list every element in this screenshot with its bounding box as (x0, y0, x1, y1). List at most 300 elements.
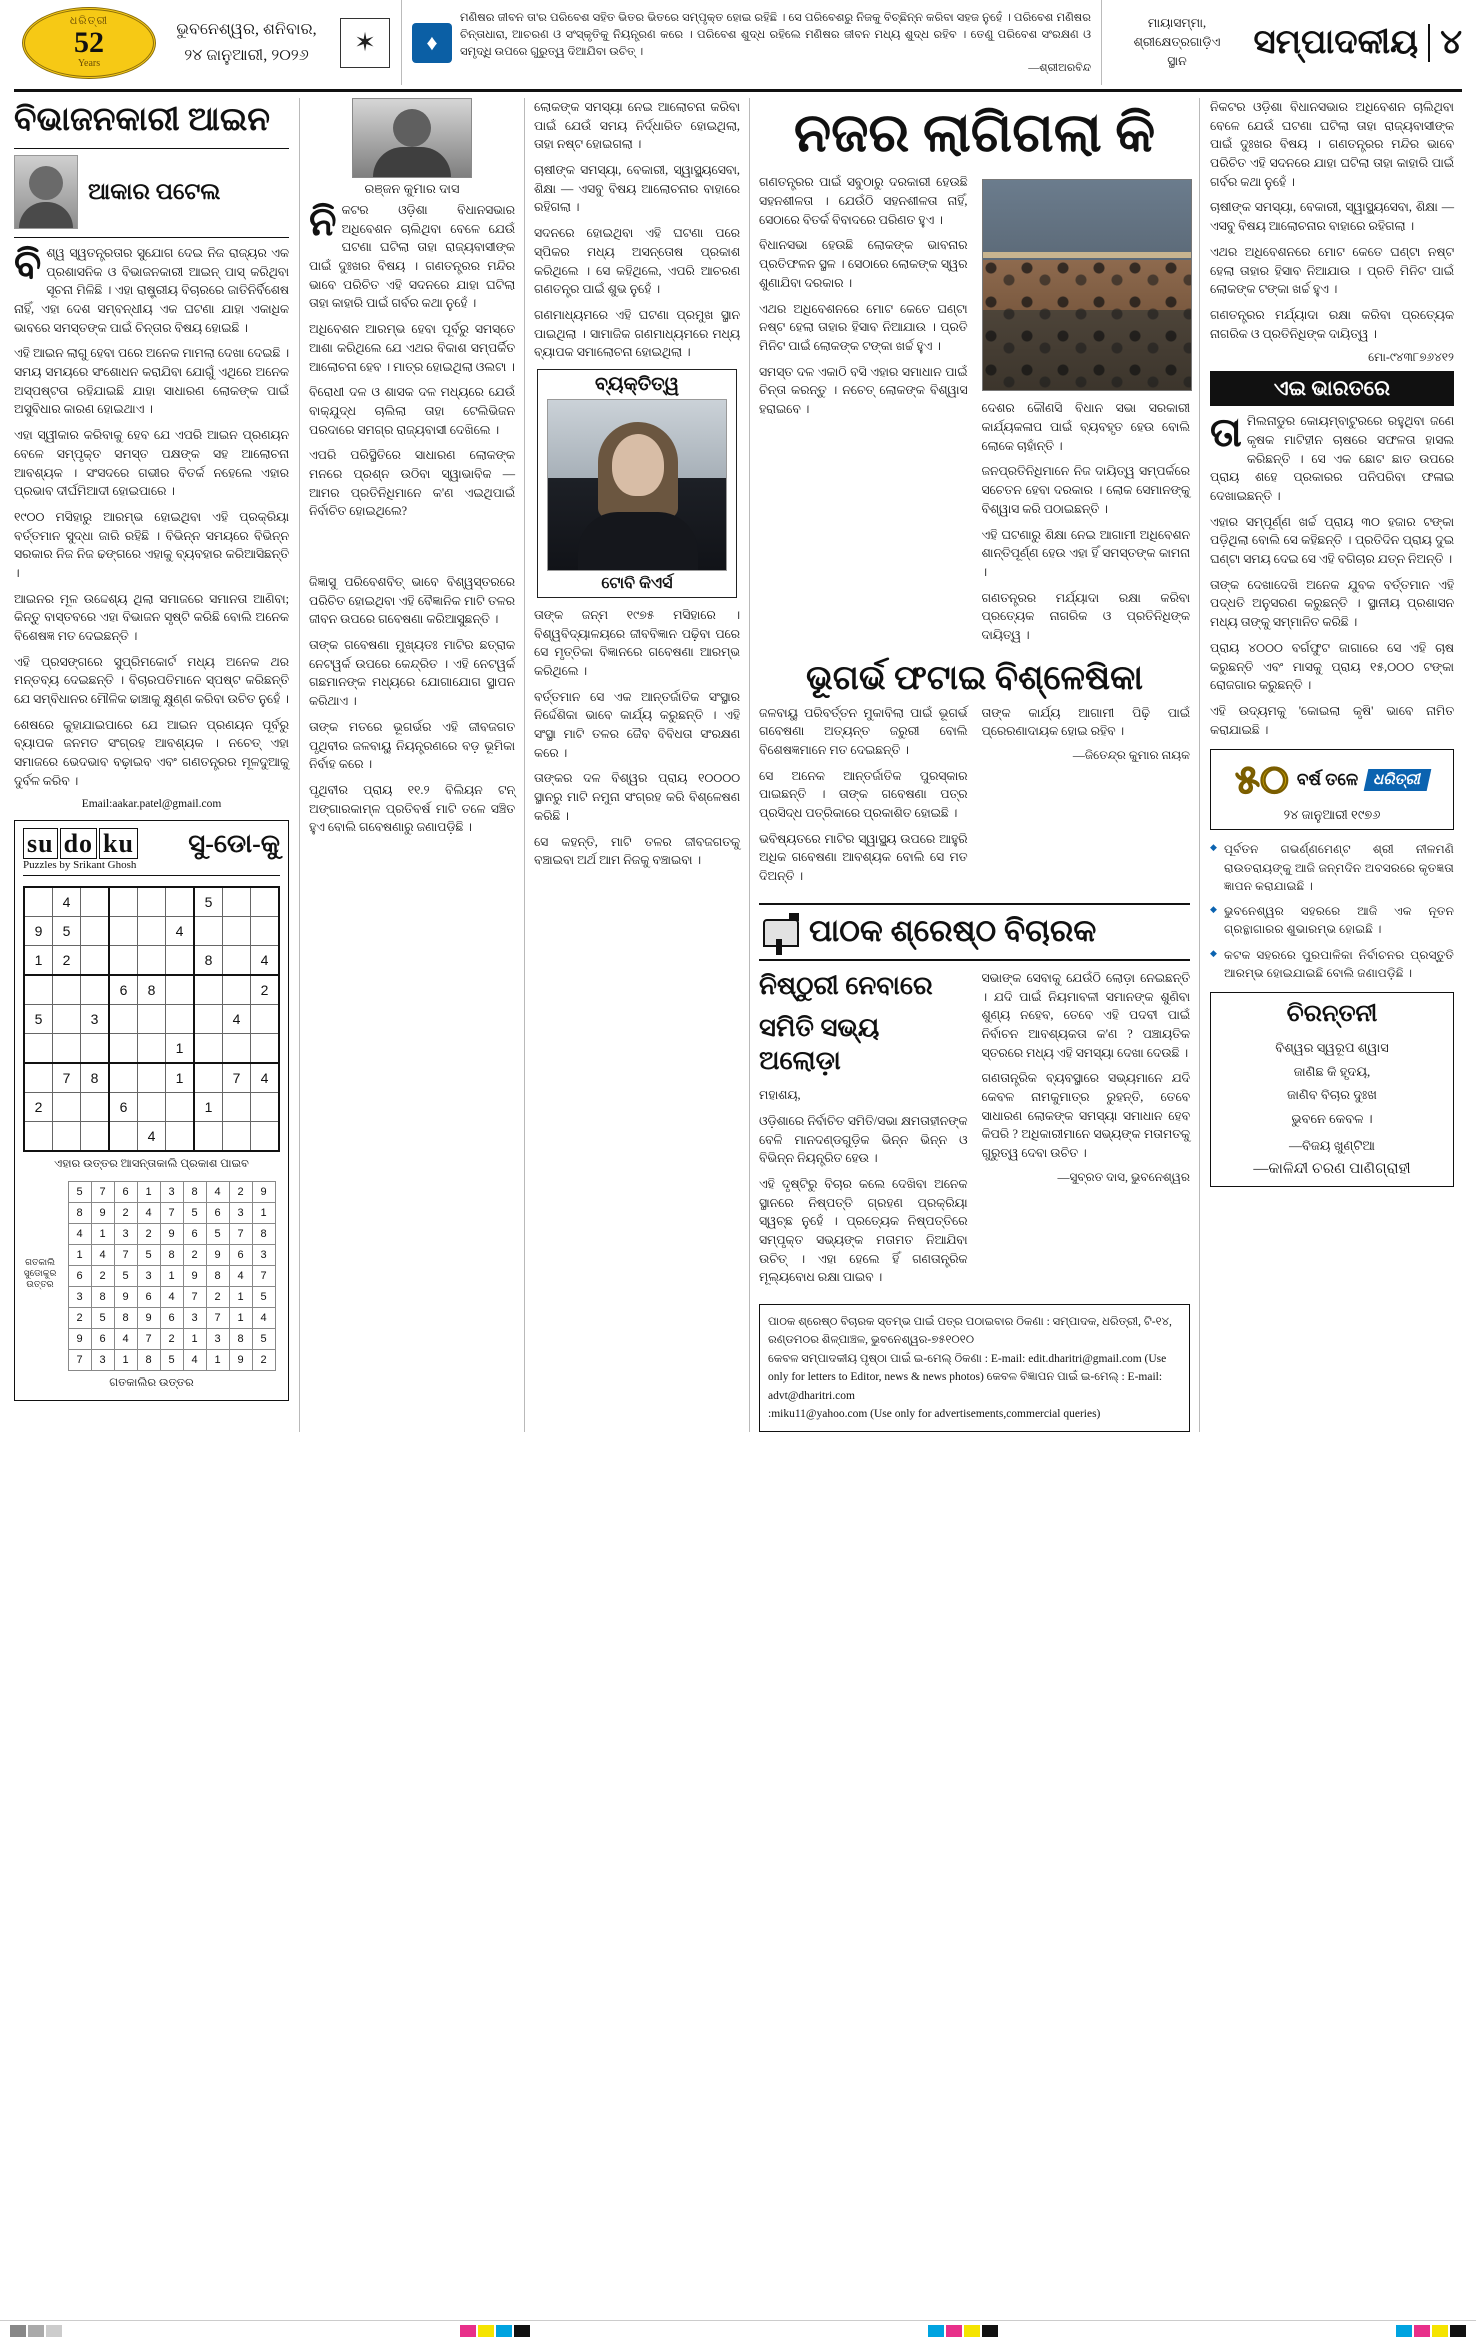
solution-cell: 2 (137, 1223, 160, 1244)
solution-cell: 6 (68, 1265, 91, 1286)
sudoku-cell[interactable] (138, 1033, 166, 1063)
solution-cell: 2 (229, 1181, 252, 1202)
sudoku-cell[interactable] (138, 1063, 166, 1093)
color-swatch (46, 2325, 62, 2337)
place-line-2: ୨୪ ଜାନୁଆରୀ, ୨୦୨୬ (184, 46, 309, 64)
sudoku-cell[interactable] (53, 1004, 81, 1033)
solution-cell: 2 (114, 1202, 137, 1223)
readers-section-header (759, 903, 1190, 961)
solution-cell: 8 (114, 1307, 137, 1328)
chirantani-box (1210, 992, 1454, 1187)
solution-cell: 1 (114, 1349, 137, 1370)
color-swatch (1414, 2325, 1430, 2337)
solution-row (68, 1349, 275, 1370)
paragraph: ଏପରି ପରିସ୍ଥିତିରେ ସାଧାରଣ ଲୋକଙ୍କ ମନରେ ପ୍ରଶ୍ନ ଉଠିବା ସ୍ୱାଭାବିକ — ଆମର ପ୍ରତିନିଧିମାନେ କ'ଣ ଏଇଥିପାଇଁ ନିର୍ବାଚିତ ହୋଇଥିଲେ? (309, 448, 515, 519)
solution-cell: 8 (229, 1328, 252, 1349)
paragraph: ଏହି ଦୃଷ୍ଟିରୁ ବିଚାର କଲେ ଦେଖିବା ଅନେକ ସ୍ଥାନରେ ନିଷ୍ପତ୍ତି ଗ୍ରହଣ ପ୍ରକ୍ରିୟା ସ୍ୱଚ୍ଛ ନୁହେଁ । ପ୍ରତ୍ୟେକ ନିଷ୍ପତ୍ତିରେ ସମ୍ପୃକ୍ତ ସଭ୍ୟଙ୍କ ମତାମତ ନିଆଯିବା ଉଚିତ୍ । ଏହା ହେଲେ ହିଁ ଗଣତାନ୍ତ୍ରିକ ମୂଲ୍ୟବୋଧ ରକ୍ଷା ପାଇବ । (759, 1176, 968, 1285)
sudoku-cell[interactable]: 5 (24, 1004, 53, 1033)
main-article-phone: ମୋ-୯୪୩୮୭୬୪୧୨ (1368, 350, 1454, 365)
paragraph: ଏଥର ଅଧିବେଶନରେ ମୋଟ କେତେ ଘଣ୍ଟା ନଷ୍ଟ ହେଲା ତାହାର ହିସାବ ନିଆଯାଉ । ପ୍ରତି ମିନିଟ ପାଇଁ ଲୋକଙ୍କ ଟଙ୍କା ଖର୍ଚ୍ଚ ହୁଏ । (1210, 244, 1454, 297)
color-swatch (10, 2325, 26, 2337)
divider (14, 237, 289, 238)
photo-seats (983, 260, 1192, 390)
left-article-byline (14, 155, 289, 229)
solution-cell: 8 (252, 1223, 275, 1244)
list-item: ◆ ଭୁବନେଶ୍ୱର ସହରରେ ଆଜି ଏକ ନୂତନ ଗ୍ରନ୍ଥାଗାରର ଶୁଭାରମ୍ଭ ହୋଇଛି । (1210, 902, 1454, 939)
sudoku-cell[interactable] (223, 1092, 251, 1121)
paragraph: ଜିଜ୍ଞାସୁ ପରିବେଶବିତ୍‌ ଭାବେ ବିଶ୍ୱସ୍ତରରେ ପରିଚିତ ହୋଇଥିବା ଏହି ବୈଜ୍ଞାନିକ ମାଟି ତଳର ଜୀବନ ଉପରେ ଗବେଷଣା କରିଆସୁଛନ୍ତି । (309, 575, 515, 627)
feature-credit: —ଜିତେନ୍ଦ୍ର କୁମାର ନାୟକ (1072, 748, 1190, 763)
paragraph: ଗଣତନ୍ତ୍ରର ମର୍ଯ୍ୟାଦା ରକ୍ଷା କରିବା ପ୍ରତ୍ୟେକ ନାଗରିକ ଓ ପ୍ରତିନିଧିଙ୍କ ଦାୟିତ୍ୱ । (981, 590, 1190, 642)
solution-cell: 3 (252, 1244, 275, 1265)
solution-cell: 1 (137, 1181, 160, 1202)
paragraph: ତାଙ୍କ ଗବେଷଣା ମୁଖ୍ୟତଃ ମାଟିର ଛତ୍ରାକ ନେଟୱର୍କ ଉପରେ କେନ୍ଦ୍ରିତ । ଏହି ନେଟୱର୍କ ଗଛମାନଙ୍କ ମଧ୍ୟରେ ଯୋଗାଯୋଗ ସ୍ଥାପନ କରିଥାଏ । (309, 638, 515, 709)
paragraph: ଗଣତନ୍ତ୍ରର ମର୍ଯ୍ୟାଦା ରକ୍ଷା କରିବା ପ୍ରତ୍ୟେକ ନାଗରିକ ଓ ପ୍ରତିନିଧିଙ୍କ ଦାୟିତ୍ୱ । (1210, 307, 1454, 341)
paragraph: ସେ ଅନେକ ଆନ୍ତର୍ଜାତିକ ପୁରସ୍କାର ପାଇଛନ୍ତି । ତାଙ୍କ ଗବେଷଣା ପତ୍ର ପ୍ରସିଦ୍ଧ ପତ୍ରିକାରେ ପ୍ରକାଶିତ ହୋଇଛି । (759, 768, 968, 821)
sudoku-cell[interactable]: 4 (223, 1004, 251, 1033)
sudoku-cell[interactable]: 7 (223, 1063, 251, 1093)
sudoku-solution-area (23, 1175, 280, 1373)
personality-portrait-box (537, 369, 737, 598)
main-article-author-block (309, 98, 515, 197)
quote-text: ମଣିଷର ଜୀବନ ତା'ର ପରିବେଶ ସହିତ ଭିତର ଭିତରେ ସମ୍ପୃକ୍ତ ହୋଇ ରହିଛି । ସେ ପରିବେଶରୁ ନିଜକୁ ବିଚ୍ଛିନ୍ନ କରିବା ସହଜ ନୁହେଁ । ପରିବେଶ ମଣିଷର ଚିନ୍ତାଧାରା, ଆଚରଣ ଓ ସଂସ୍କୃତିକୁ ନିୟନ୍ତ୍ରଣ କରେ । ପରିବେଶ ଶୁଦ୍ଧ ରହିଲେ ମଣିଷର ଜୀବନ ମଧ୍ୟ ଶୁଦ୍ଧ ରହିବ । ତେଣୁ ପରିବେଶ ସଂରକ୍ଷଣ ଓ ସମୃଦ୍ଧି ଉପରେ ଗୁରୁତ୍ୱ ଦିଆଯିବା ଉଚିତ୍ । (460, 12, 1091, 58)
paragraph: ଗଣତାନ୍ତ୍ରିକ ବ୍ୟବସ୍ଥାରେ ସଭ୍ୟମାନେ ଯଦି କେବଳ ନାମକୁମାତ୍ର ରୁହନ୍ତି, ତେବେ ସାଧାରଣ ଲୋକଙ୍କ ସମସ୍ୟା ସମାଧାନ ହେବ କିପରି ? ଅଧିକାରୀମାନେ ସଭ୍ୟଙ୍କ ମତାମତକୁ ଗୁରୁତ୍ୱ ଦେବା ଉଚିତ । (981, 1071, 1190, 1161)
solution-cell: 9 (160, 1223, 183, 1244)
solution-cell: 2 (160, 1328, 183, 1349)
sudoku-row (24, 1092, 279, 1121)
sudoku-cell[interactable] (24, 887, 53, 917)
sudoku-cell[interactable]: 1 (194, 1092, 223, 1121)
anniversary-brand: ଧରିତ୍ରୀ (1364, 769, 1432, 791)
sudoku-row (24, 1004, 279, 1033)
solution-cell: 3 (114, 1223, 137, 1244)
sudoku-cell[interactable]: 2 (53, 945, 81, 975)
solution-cell: 6 (183, 1223, 206, 1244)
sudoku-cell[interactable] (166, 887, 195, 917)
poem-line: ଜାଣିବ ବିଚାର ଦୁଃଖ (1287, 1087, 1377, 1103)
solution-cell: 9 (91, 1202, 114, 1223)
paragraph: ପୃଥିବୀର ପ୍ରାୟ ୧୧.୨ ବିଲିୟନ ଟନ୍ ଅଙ୍ଗାରକାମ୍ଳ ପ୍ରତିବର୍ଷ ମାଟି ତଳେ ସଞ୍ଚିତ ହୁଏ ବୋଲି ଗବେଷଣାରୁ ଜଣାପଡ଼ିଛି । (309, 782, 515, 835)
paragraph: ଲୋକଙ୍କ ସମସ୍ୟା ନେଇ ଆଲୋଚନା କରିବା ପାଇଁ ଯେଉଁ ସମୟ ନିର୍ଦ୍ଧାରିତ ହୋଇଥିଲା, ତାହା ନଷ୍ଟ ହୋଇଗଲା । (534, 100, 740, 152)
sudoku-cell[interactable] (81, 945, 110, 975)
list-item: ◆ ପୂର୍ବତନ ଗଭର୍ଣ୍ଣମେଣ୍ଟ ଶ୍ରୀ ନୀଳମଣି ରାଉତରାୟଙ୍କୁ ଆଜି ଜନ୍ମଦିନ ଅବସରରେ କୃତଜ୍ଞତା ଜ୍ଞାପନ କରାଯାଇଛି । (1210, 840, 1454, 895)
sudoku-cell[interactable]: 4 (166, 916, 195, 945)
paragraph: ଆଇନର ମୂଳ ଉଦ୍ଦେଶ୍ୟ ଥିଲା ସମାଜରେ ସମାନତା ଆଣିବା; କିନ୍ତୁ ବାସ୍ତବରେ ଏହା ବିଭାଜନ ସୃଷ୍ଟି କରିଛି ବୋଲି ଅନେକ ବିଶେଷଜ୍ଞ ମତ ଦେଇଛନ୍ତି । (14, 591, 289, 643)
column-right (1199, 98, 1454, 1432)
paragraph: ସମସ୍ତ ଦଳ ଏକାଠି ବସି ଏହାର ସମାଧାନ ପାଇଁ ଚିନ୍ତା କରନ୍ତୁ । ନଚେତ୍ ଲୋକଙ୍କ ବିଶ୍ୱାସ ହରାଇବେ । (759, 364, 968, 416)
footer-line-1: ପାଠକ ଶ୍ରେଷ୍ଠ ବିଚାରକ ସ୍ତମ୍ଭ ପାଇଁ ପତ୍ର ପଠାଇବାର ଠିକଣା : ସମ୍ପାଦକ, ଧରିତ୍ରୀ, ଟି-୧୪, ରଣ୍ଡମଠର ଶିଳ୍ପାଞ୍ଚଳ, ଭୁବନେଶ୍ୱର-୭୫୧୦୧୦ (768, 1316, 1172, 1347)
anniversary-text: ବର୍ଷ ତଳେ (1296, 769, 1359, 789)
portrait-face-shape (612, 434, 664, 496)
sudoku-cell[interactable] (223, 945, 251, 975)
sudoku-cell[interactable]: 6 (109, 1092, 138, 1121)
sudoku-cell[interactable]: 4 (251, 945, 280, 975)
solution-cell: 7 (160, 1202, 183, 1223)
sudoku-cell[interactable] (166, 1121, 195, 1151)
paragraph: ସଭାଙ୍କ ସେବାକୁ ଯେଉଁଠି ଲୋଡ଼ା ନେଇଛନ୍ତି । ଯଦି ପାଇଁ ନିୟମାବଳୀ ସମାନଙ୍କ ଶୁଣିବା ଶୁଣ୍ୟ ନହେବ, ତେବେ ଏହି ପଦବୀ ପାଇଁ ନିର୍ବାଚନ ଆବଶ୍ୟକତା କ'ଣ ? ପଞ୍ଚାୟତିକ ସ୍ତରରେ ମଧ୍ୟ ଏହି ସମସ୍ୟା ଦେଖା ଦେଉଛି । (981, 970, 1190, 1060)
sudoku-cell[interactable] (194, 1033, 223, 1063)
sudoku-cell[interactable]: 2 (24, 1092, 53, 1121)
nameplate-line-1: ମାୟାସମ୍ମା, (1147, 16, 1207, 31)
footer-line-2: କେବଳ ସମ୍ପାଦକୀୟ ପୃଷ୍ଠା ପାଇଁ ଇ-ମେଲ୍ ଠିକଣା : E-mail: edit.dharitri@gmail.com (Use only for letters to Editor, news & news photos) କେବଳ ବିଜ୍ଞାପନ ପାଇଁ ଇ-ମେଲ୍ : E-mail: advt@dharitri.com (768, 1352, 1167, 1402)
divider (14, 148, 289, 149)
place-line-1: ଭୁବନେଶ୍ୱର, ଶନିବାର, (176, 20, 317, 38)
solution-cell: 5 (68, 1181, 91, 1202)
paragraph: ଏହାର ସମ୍ପୂର୍ଣ୍ଣ ଖର୍ଚ୍ଚ ପ୍ରାୟ ୩୦ ହଜାର ଟଙ୍କା ପଡ଼ିଥିଲା ବୋଲି ସେ କହିଛନ୍ତି । ପ୍ରତିଦିନ ପ୍ରାୟ ଦୁଇ ଘଣ୍ଟା ସମୟ ଦେଇ ସେ ଏହି ବଗିଚାର ଯତ୍ନ ନିଅନ୍ତି । (1210, 514, 1454, 567)
sudoku-cell[interactable] (24, 1121, 53, 1151)
sudoku-cell[interactable]: 6 (109, 975, 138, 1005)
sudoku-cell[interactable] (24, 975, 53, 1005)
footer-line-3: :miku11@yahoo.com (Use only for advertisements,commercial queries) (768, 1408, 1101, 1421)
sudoku-cell[interactable] (251, 887, 280, 917)
sudoku-cell[interactable] (194, 1063, 223, 1093)
sudoku-cell[interactable] (109, 1063, 138, 1093)
paragraph: ପ୍ରାୟ ୪୦୦୦ ବର୍ଗଫୁଟ ଜାଗାରେ ସେ ଏହି ଚାଷ କରୁଛନ୍ତି ଏବଂ ମାସକୁ ପ୍ରାୟ ୧୫,୦୦୦ ଟଙ୍କା ରୋଜଗାର କରୁଛନ୍ତି । (1210, 640, 1454, 693)
section-title-group (1252, 0, 1462, 85)
solution-cell: 8 (137, 1349, 160, 1370)
solution-cell: 5 (137, 1244, 160, 1265)
solution-row (68, 1244, 275, 1265)
solution-cell: 6 (206, 1202, 229, 1223)
sudoku-cell[interactable] (109, 945, 138, 975)
main-article-headline: ନଜର ଲାଗିଗଲା କି (793, 103, 1156, 163)
anniversary-items (1210, 840, 1454, 982)
color-swatch (964, 2325, 980, 2337)
publication-place-date (164, 0, 329, 85)
sudoku-cell[interactable] (194, 975, 223, 1005)
sudoku-cell[interactable] (251, 916, 280, 945)
column-2 (299, 98, 524, 1432)
portrait-body-shape (578, 512, 698, 570)
badge-oval (22, 7, 156, 79)
paragraph: ଏହା ସ୍ୱୀକାର କରିବାକୁ ହେବ ଯେ ଏପରି ଆଇନ ପ୍ରଣୟନ ବେଳେ ସମ୍ପୃକ୍ତ ସମସ୍ତ ପକ୍ଷଙ୍କ ସହ ଆଲୋଚନା ଆବଶ୍ୟକ । ସଂସଦରେ ଗଭୀର ବିତର୍କ ନହେଲେ ଏହାର ପ୍ରଭାବ ଦୀର୍ଘମିଆଦୀ ହୋଇପାରେ । (14, 428, 289, 499)
sudoku-cell[interactable] (81, 975, 110, 1005)
sudoku-row (24, 1121, 279, 1151)
sudoku-cell[interactable]: 4 (251, 1063, 280, 1093)
solution-row (68, 1181, 275, 1202)
solution-cell: 4 (183, 1349, 206, 1370)
sudoku-header (23, 829, 280, 876)
badge-years-label: Years (77, 57, 101, 69)
solution-row (68, 1328, 275, 1349)
sudoku-cell[interactable] (109, 1033, 138, 1063)
solution-cell: 8 (206, 1265, 229, 1286)
anniversary-number: ୫୦ (1234, 757, 1289, 803)
sudoku-solution-side-label: ଗତକାଲି ସୁଡୋକୁର ଉତ୍ତର (23, 1256, 57, 1290)
feature-headline-part (309, 529, 515, 567)
solution-cell: 2 (91, 1265, 114, 1286)
solution-cell: 2 (183, 1244, 206, 1265)
sudoku-cell[interactable] (81, 1092, 110, 1121)
sudoku-cell[interactable] (138, 916, 166, 945)
solution-cell: 1 (252, 1202, 275, 1223)
author-name: ଆକାର ପଟେଲ (88, 178, 221, 204)
solution-cell: 6 (160, 1307, 183, 1328)
solution-cell: 4 (114, 1328, 137, 1349)
nameplate-line-3: ସ୍ଥାନ (1167, 53, 1187, 68)
sudoku-cell[interactable] (138, 887, 166, 917)
solution-row (68, 1265, 275, 1286)
sudoku-row (24, 916, 279, 945)
sudoku-cell[interactable]: 7 (53, 1063, 81, 1093)
color-swatch (1432, 2325, 1448, 2337)
solution-cell: 6 (137, 1286, 160, 1307)
paragraph: ଏହି ଉଦ୍ୟମକୁ 'କୋଇଲା କୃଷି' ଭାବେ ନାମିତ କରାଯାଇଛି । (1210, 703, 1454, 737)
sudoku-cell[interactable] (81, 1033, 110, 1063)
paragraph: ଜଳବାୟୁ ପରିବର୍ତ୍ତନ ମୁକାବିଲା ପାଇଁ ଭୂଗର୍ଭ ଗବେଷଣା ଅତ୍ୟନ୍ତ ଜରୁରୀ ବୋଲି ବିଶେଷଜ୍ଞମାନେ ମତ ଦେଇଛନ୍ତି । (759, 705, 968, 758)
sudoku-cell[interactable]: 5 (194, 887, 223, 917)
sudoku-cell[interactable] (223, 887, 251, 917)
solution-cell: 5 (183, 1202, 206, 1223)
paragraph: ସେ କହନ୍ତି, ମାଟି ତଳର ଜୀବଜଗତକୁ ବଞ୍ଚାଇବା ଅର୍ଥ ଆମ ନିଜକୁ ବଞ୍ଚାଇବା । (534, 834, 740, 868)
solution-cell: 7 (114, 1244, 137, 1265)
sudoku-cell[interactable] (53, 1092, 81, 1121)
anniversary-badge (14, 0, 164, 85)
sudoku-row (24, 1033, 279, 1063)
sudoku-cell[interactable] (109, 887, 138, 917)
paragraph: ଜନପ୍ରତିନିଧିମାନେ ନିଜ ଦାୟିତ୍ୱ ସମ୍ପର୍କରେ ସଚେତନ ହେବା ଦରକାର । ଲୋକ ସେମାନଙ୍କୁ ବିଶ୍ୱାସ କରି ପଠାଇଛନ୍ତି । (981, 464, 1190, 516)
sudoku-cell[interactable] (223, 916, 251, 945)
solution-cell: 4 (68, 1223, 91, 1244)
poem-author: —ବିଜୟ ଖୁଣ୍ଟିଆ (1289, 1137, 1375, 1153)
paragraph: ନିକଟର ଓଡ଼ିଶା ବିଧାନସଭାର ଅଧିବେଶନ ଚାଲିଥିବା ବେଳେ ଯେଉଁ ଘଟଣା ଘଟିଲା ତାହା ରାଜ୍ୟବାସୀଙ୍କ ପାଇଁ ଦୁଃଖର ବିଷୟ । ଗଣତନ୍ତ୍ରର ମନ୍ଦିର ଭାବେ ପରିଚିତ ଏହି ସଦନରେ ଯାହା ଘଟିଲା ତାହା କାହାରି ପାଇଁ ଗର୍ବର କଥା ନୁହେଁ । (1210, 100, 1454, 189)
solution-cell: 4 (252, 1307, 275, 1328)
solution-cell: 7 (183, 1286, 206, 1307)
sudoku-cell[interactable] (251, 1121, 280, 1151)
paragraph: ଓଡ଼ିଶାରେ ନିର୍ବାଚିତ ସମିତି/ସଭା କ୍ଷମତାହୀନଙ୍କ ବେଳି ମାନଦଣ୍ଡଗୁଡ଼ିକ ଭିନ୍ନ ଭିନ୍ନ ଓ ବିଭିନ୍ନ ନିୟନ୍ତ୍ରିତ ହେଉ । (759, 1113, 968, 1166)
sudoku-row (24, 887, 279, 917)
sudoku-credit: Puzzles by Srikant Ghosh (23, 858, 137, 871)
sudoku-row (24, 945, 279, 975)
solution-cell: 6 (229, 1244, 252, 1265)
sudoku-cell[interactable] (53, 1121, 81, 1151)
color-swatch (982, 2325, 998, 2337)
author-photo (14, 155, 78, 229)
solution-cell: 3 (137, 1265, 160, 1286)
sudoku-cell[interactable]: 3 (81, 1004, 110, 1033)
color-swatch (478, 2325, 494, 2337)
solution-cell: 3 (183, 1307, 206, 1328)
author-name: ରଞ୍ଜନ କୁମାର ଦାସ (364, 181, 460, 196)
solution-cell: 9 (229, 1349, 252, 1370)
mailbox-flag-shape (789, 913, 799, 921)
sudoku-cell[interactable] (194, 1004, 223, 1033)
sudoku-cell[interactable]: 4 (138, 1121, 166, 1151)
sudoku-cell[interactable] (166, 975, 195, 1005)
solution-row (68, 1286, 275, 1307)
paragraph: ବିଧାନସଭା ହେଉଛି ଲୋକଙ୍କ ଭାବନାର ପ୍ରତିଫଳନ ସ୍ଥଳ । ସେଠାରେ ଲୋକଙ୍କ ସ୍ୱର ଶୁଣାଯିବା ଦରକାର । (759, 238, 968, 290)
solution-cell: 3 (160, 1181, 183, 1202)
solution-cell: 1 (229, 1286, 252, 1307)
solution-cell: 6 (114, 1181, 137, 1202)
paragraph: ସଦନରେ ହୋଇଥିବା ଏହି ଘଟଣା ପରେ ସ୍ପିକର ମଧ୍ୟ ଅସନ୍ତୋଷ ପ୍ରକାଶ କରିଥିଲେ । ସେ କହିଥିଲେ, ଏପରି ଆଚରଣ ଗଣତନ୍ତ୍ର ପାଇଁ ଶୁଭ ନୁହେଁ । (534, 226, 740, 297)
solution-row (68, 1202, 275, 1223)
solution-cell: 4 (229, 1265, 252, 1286)
solution-cell: 7 (206, 1307, 229, 1328)
anniversary-date: ୨୪ ଜାନୁଆରୀ ୧୯୭୬ (1283, 807, 1381, 823)
paragraph: ଚାଷୀଙ୍କ ସମସ୍ୟା, ବେକାରୀ, ସ୍ୱାସ୍ଥ୍ୟସେବା, ଶିକ୍ଷା — ଏସବୁ ବିଷୟ ଆଲୋଚନାର ବାହାରେ ରହିଗଲା । (1210, 200, 1454, 234)
solution-cell: 9 (68, 1328, 91, 1349)
sudoku-solution-grid (68, 1181, 276, 1371)
paragraph: ବିଶ୍ୱ ସ୍ୱତନ୍ତ୍ରତାର ସୁଯୋଗ ଦେଇ ନିଜ ରାଜ୍ୟର ଏକ ପ୍ରଶାସନିକ ଓ ବିଭାଜନକାରୀ ଆଇନ୍ ପାସ୍ କରିଥିବା ସୂଚନା ମିଳିଛି । ଏହା ରାଷ୍ଟ୍ରୀୟ ବିଚାରରେ ଜାତିନିର୍ବିଶେଷ ନାହିଁ, ଏହା ଦେଶ ସମ୍ବନ୍ଧୀୟ ଏକ ଘଟଣା ଯାହା ଏକାଧିକ ଭାବରେ ସମସ୍ତଙ୍କ ପାଇଁ ଚିନ୍ତାର ବିଷୟ ହୋଇଛି । (14, 241, 289, 335)
list-item: ◆ କଟକ ସହରରେ ପୁରପାଳିକା ନିର୍ବାଚନର ପ୍ରସ୍ତୁତି ଆରମ୍ଭ ହୋଇଯାଇଛି ବୋଲି ଜଣାପଡ଼ିଛି । (1210, 946, 1454, 983)
paragraph: ଚାଷୀଙ୍କ ସମସ୍ୟା, ବେକାରୀ, ସ୍ୱାସ୍ଥ୍ୟସେବା, ଶିକ୍ଷା — ଏସବୁ ବିଷୟ ଆଲୋଚନାର ବାହାରେ ରହିଗଲା । (534, 163, 740, 215)
sudoku-cell[interactable] (53, 975, 81, 1005)
solution-cell: 2 (206, 1286, 229, 1307)
page-number: ୪ (1428, 24, 1462, 62)
sudoku-cell[interactable] (81, 916, 110, 945)
solution-cell: 9 (206, 1244, 229, 1265)
solution-cell: 7 (137, 1328, 160, 1349)
sudoku-cell[interactable]: 8 (81, 1063, 110, 1093)
color-swatch (460, 2325, 476, 2337)
sudoku-cell[interactable]: 4 (53, 887, 81, 917)
sudoku-cell[interactable]: 1 (24, 945, 53, 975)
solution-cell: 7 (252, 1265, 275, 1286)
anniversary-title-row (1217, 756, 1447, 803)
sudoku-cell[interactable] (166, 1004, 195, 1033)
solution-cell: 8 (68, 1202, 91, 1223)
sudoku-cell[interactable]: 9 (24, 916, 53, 945)
solution-cell: 7 (91, 1181, 114, 1202)
page-body (14, 98, 1462, 1432)
solution-cell: 3 (206, 1328, 229, 1349)
letter-title-line-2: ସମିତି ସଭ୍ୟ ଅଲୋଡ଼ା (759, 1012, 880, 1076)
sudoku-grid[interactable] (23, 886, 280, 1152)
letter-title-line-1: ନିଷ୍ଠୁରୀ ନେବାରେ (759, 970, 933, 1000)
sudoku-cell[interactable] (53, 1033, 81, 1063)
portrait-photo (547, 399, 727, 571)
sudoku-cell[interactable]: 1 (166, 1063, 195, 1093)
solution-cell: 8 (183, 1181, 206, 1202)
sudoku-cell[interactable] (223, 975, 251, 1005)
color-swatch (28, 2325, 44, 2337)
sudoku-solution-caption: ଗତକାଲିର ଉତ୍ତର (109, 1376, 194, 1389)
paragraph: ଗଣମାଧ୍ୟମରେ ଏହି ଘଟଣା ପ୍ରମୁଖ ସ୍ଥାନ ପାଇଥିଲା । ସାମାଜିକ ଗଣମାଧ୍ୟମରେ ମଧ୍ୟ ବ୍ୟାପକ ସମାଲୋଚନା ହୋଇଥିଲା । (534, 307, 740, 360)
solution-cell: 6 (91, 1328, 114, 1349)
quote-author: —ଶ୍ରୀଅରବିନ୍ଦ (1028, 61, 1091, 74)
solution-cell: 1 (68, 1244, 91, 1265)
author-photo (352, 98, 472, 178)
badge-top-label: ଧରିତ୍ରୀ (69, 14, 109, 27)
sudoku-cell[interactable] (166, 1092, 195, 1121)
sudoku-cell[interactable] (109, 1004, 138, 1033)
color-swatch (946, 2325, 962, 2337)
sudoku-cell[interactable]: 1 (166, 1033, 195, 1063)
assembly-session-photo (982, 179, 1193, 391)
column-3 (524, 98, 749, 1432)
paragraph: ୧୯୦୦ ମସିହାରୁ ଆରମ୍ଭ ହୋଇଥିବା ଏହି ପ୍ରକ୍ରିୟା ବର୍ତ୍ତମାନ ସୁଦ୍ଧା ଜାରି ରହିଛି । ବିଭିନ୍ନ ସମୟରେ ବିଭିନ୍ନ ସରକାର ନିଜ ନିଜ ଢଙ୍ଗରେ ଏହାକୁ ବ୍ୟବହାର କରିଆସିଛନ୍ତି । (14, 509, 289, 580)
color-swatch (496, 2325, 512, 2337)
solution-cell: 5 (114, 1265, 137, 1286)
solution-cell: 9 (183, 1265, 206, 1286)
solution-cell: 9 (252, 1181, 275, 1202)
sudoku-cell[interactable] (24, 1033, 53, 1063)
sudoku-widget (14, 820, 289, 1401)
sudoku-cell[interactable] (109, 916, 138, 945)
sudoku-cell[interactable]: 8 (194, 945, 223, 975)
column-left (14, 98, 299, 1432)
sudoku-cell[interactable] (166, 945, 195, 975)
sudoku-cell[interactable] (138, 945, 166, 975)
sudoku-cell[interactable]: 2 (251, 975, 280, 1005)
sudoku-cell[interactable] (251, 1033, 280, 1063)
paragraph: ଅଧିବେଶନ ଆରମ୍ଭ ହେବା ପୂର୍ବରୁ ସମସ୍ତେ ଆଶା କରିଥିଲେ ଯେ ଏଥର ବିକାଶ ସମ୍ପର୍କିତ ଆଲୋଚନା ହେବ । ମାତ୍ର ହୋଇଥିଲା ଓଲଟା । (309, 322, 515, 374)
sudoku-cell[interactable] (251, 1004, 280, 1033)
solution-cell: 8 (91, 1286, 114, 1307)
paragraph: ତାଙ୍କର ଦଳ ବିଶ୍ୱର ପ୍ରାୟ ୧୦୦୦୦ ସ୍ଥାନରୁ ମାଟି ନମୁନା ସଂଗ୍ରହ କରି ବିଶ୍ଳେଷଣ କରିଛି । (534, 771, 740, 823)
solution-cell: 5 (160, 1349, 183, 1370)
sudoku-cell[interactable] (194, 1121, 223, 1151)
solution-row (68, 1307, 275, 1328)
sudoku-cell[interactable]: 5 (53, 916, 81, 945)
paragraph: ଏଥର ଅଧିବେଶନରେ ମୋଟ କେତେ ଘଣ୍ଟା ନଷ୍ଟ ହେଲା ତାହାର ହିସାବ ନିଆଯାଉ । ପ୍ରତି ମିନିଟ ପାଇଁ ଲୋକଙ୍କ ଟଙ୍କା ଖର୍ଚ୍ଚ ହୁଏ । (759, 301, 968, 353)
sudoku-note: ଏହାର ଉତ୍ତର ଆସନ୍ତାକାଲି ପ୍ରକାଶ ପାଇବ (54, 1157, 249, 1170)
masthead (14, 0, 1462, 92)
print-registration-bar (0, 2323, 1476, 2339)
solution-cell: 4 (160, 1286, 183, 1307)
solution-row (68, 1223, 275, 1244)
sudoku-cell[interactable] (251, 1092, 280, 1121)
readers-section-title: ପାଠକ ଶ୍ରେଷ୍ଠ ବିଚାରକ (809, 913, 1097, 949)
sudoku-cell[interactable] (223, 1121, 251, 1151)
solution-cell: 4 (206, 1181, 229, 1202)
color-swatch (928, 2325, 944, 2337)
paragraph: ତାଙ୍କ ଜନ୍ମ ୧୯୭୫ ମସିହାରେ । ବିଶ୍ୱବିଦ୍ୟାଳୟରେ ଜୀବବିଜ୍ଞାନ ପଢ଼ିବା ପରେ ସେ ମୃତ୍ତିକା ବିଜ୍ଞାନରେ ଗବେଷଣା ଆରମ୍ଭ କରିଥିଲେ । (534, 607, 740, 678)
solution-cell: 1 (160, 1265, 183, 1286)
nameplate (1102, 0, 1252, 85)
paragraph: ତାଙ୍କ ଦେଖାଦେଖି ଅନେକ ଯୁବକ ବର୍ତ୍ତମାନ ଏହି ପଦ୍ଧତି ଅନୁସରଣ କରୁଛନ୍ତି । ସ୍ଥାନୀୟ ପ୍ରଶାସନ ମଧ୍ୟ ତାଙ୍କୁ ସମ୍ମାନିତ କରିଛି । (1210, 577, 1454, 630)
sudoku-cell[interactable] (81, 887, 110, 917)
sudoku-cell[interactable] (138, 1004, 166, 1033)
sudoku-cell[interactable] (109, 1121, 138, 1151)
sudoku-cell[interactable] (81, 1121, 110, 1151)
solution-cell: 5 (91, 1307, 114, 1328)
portrait-section-label: ବ୍ୟକ୍ତିତ୍ୱ (594, 373, 680, 395)
sudoku-cell[interactable] (223, 1033, 251, 1063)
paragraph: ଗଣତନ୍ତ୍ରର ପାଇଁ ସବୁଠାରୁ ଦରକାରୀ ହେଉଛି ସହନଶୀଳତା । ଯେଉଁଠି ସହନଶୀଳତା ନାହିଁ, ସେଠାରେ ବିତର୍କ ବିବାଦରେ ପରିଣତ ହୁଏ । (759, 175, 968, 227)
solution-cell: 5 (252, 1328, 275, 1349)
contact-footer-box (759, 1304, 1190, 1432)
solution-cell: 3 (229, 1202, 252, 1223)
solution-cell: 2 (68, 1307, 91, 1328)
poem-line: ବିଶ୍ୱର ସ୍ୱରୂପ ଶ୍ୱାସ (1275, 1040, 1389, 1056)
portrait-caption: ଟୋବି କିଏର୍ସ (601, 574, 673, 592)
sudoku-row (24, 1063, 279, 1093)
sudoku-cell[interactable] (194, 916, 223, 945)
sudoku-cell[interactable] (138, 1092, 166, 1121)
solution-cell: 1 (206, 1349, 229, 1370)
paragraph: ଭବିଷ୍ୟତରେ ମାଟିର ସ୍ୱାସ୍ଥ୍ୟ ଉପରେ ଆହୁରି ଅଧିକ ଗବେଷଣା ଆବଶ୍ୟକ ବୋଲି ସେ ମତ ଦିଅନ୍ତି । (759, 831, 968, 884)
solution-cell: 2 (252, 1349, 275, 1370)
india-box-title: ଏଇ ଭାରତରେ (1210, 371, 1454, 406)
paragraph: ବିରୋଧୀ ଦଳ ଓ ଶାସକ ଦଳ ମଧ୍ୟରେ ଯେଉଁ ବାକ୍‌ଯୁଦ୍ଧ ଚାଲିଲା ତାହା ଟେଲିଭିଜନ ପରଦାରେ ସମଗ୍ର ରାଜ୍ୟବାସୀ ଦେଖିଲେ । (309, 385, 515, 437)
paragraph: ତାଙ୍କ ମତରେ ଭୂଗର୍ଭର ଏହି ଜୀବଜଗତ ପୃଥିବୀର ଜଳବାୟୁ ନିୟନ୍ତ୍ରଣରେ ବଡ଼ ଭୂମିକା ନିର୍ବାହ କରେ । (309, 719, 515, 772)
sudoku-logo: su do ku (23, 829, 140, 859)
column-4 (749, 98, 1199, 1432)
sudoku-cell[interactable]: 8 (138, 975, 166, 1005)
sudoku-cell[interactable] (24, 1063, 53, 1093)
solution-cell: 5 (206, 1223, 229, 1244)
daily-quote (401, 0, 1102, 85)
badge-number: 52 (74, 26, 104, 60)
bottom-divider (0, 2320, 1476, 2321)
paragraph: ବର୍ତ୍ତମାନ ସେ ଏକ ଆନ୍ତର୍ଜାତିକ ସଂସ୍ଥାର ନିର୍ଦ୍ଦେଶିକା ଭାବେ କାର୍ଯ୍ୟ କରୁଛନ୍ତି । ଏହି ସଂସ୍ଥା ମାଟି ତଳର ଜୈବ ବିବିଧତା ସଂରକ୍ଷଣ କରେ । (534, 689, 740, 760)
sudoku-title-odia: ସୁ-ଡୋ-କୁ (188, 828, 280, 858)
mailbox-icon (759, 909, 799, 955)
quote-logo-icon: ♦ (412, 23, 452, 63)
letter-salutation: ମହାଶୟ, (759, 1088, 801, 1103)
